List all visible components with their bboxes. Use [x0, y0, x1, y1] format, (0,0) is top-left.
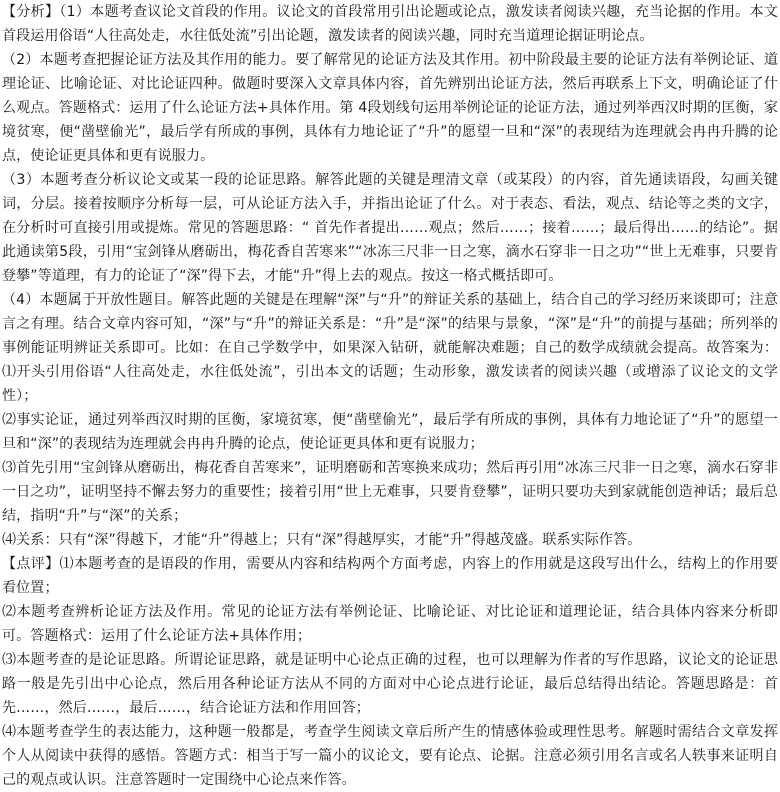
comment-4: ⑷本题考查学生的表达能力，这种题一般都是，考查学生阅读文章后所产生的情感体验或理性思考。解题时需结合文章发挥个人从阅读中获得的感悟。答题方式：相当于写一篇小的议论文，要有论点、论据。注意必须引用名言或名人轶事来证明自己的观点或认识。注意答题时一定围绕中心论点来作答。: [2, 724, 778, 788]
comment-3: ⑶本题考查的是论证思路。所谓论证思路，就是证明中心论点正确的过程，也可以理解为作者的写作思路，议论文的论证思路一般是先引出中心论点，然后用各种论证方法从不同的方面对中心论点进行论证，最后总结得出结论。答题思路是：首先……，然后……，最后……，结合论证方法和作用回答；: [2, 652, 778, 716]
answer-2: ⑵事实论证，通过列举西汉时期的匡衡，家境贫寒，便“凿壁偷光”，最后学有所成的事例，具体有力地论证了“升”的愿望一旦和“深”的表现结为连理就会冉冉升腾的论点，使论证更具体和更有说服力；: [2, 412, 778, 452]
answer-3: ⑶首先引用“宝剑锋从磨砺出，梅花香自苦寒来”，证明磨砺和苦寒换来成功；然后再引用“冰冻三尺非一日之寒，滴水石穿非一日之功”，证明坚持不懈去努力的重要性；接着引用“世上无难事，只要肯登攀”，证明只要功夫到家就能创造神话；最后总结，指明“升”与“深”的关系；: [2, 460, 778, 524]
analysis-part-4: （4）本题属于开放性题目。解答此题的关键是在理解“深”与“升”的辩证关系的基础上，结合自己的学习经历来谈即可；注意言之有理。结合文章内容可知，“深”与“升”的辩证关系是：“升”是“深”的结果与景象，“深”是“升”的前提与基础；所列举的事例能证明辨证关系即可。比如：在自己学数学中，如果深入钻研，就能解决难题；自己的数学成绩就会提高。故答案为：⑴开头引用俗语“人往高处走，水往低处流”，引出本文的话题；生动形象，激发读者的阅读兴趣（或增添了议论文的文学性）；: [2, 292, 778, 404]
answer-4: ⑷关系：只有“深”得越下，才能“升”得越上；只有“深”得越厚实，才能“升”得越茂盛。联系实际作答。: [2, 532, 642, 548]
analysis-part-1: 【分析】（1）本题考查议论文首段的作用。议论文的首段常用引出论题或论点，激发读者阅读兴趣，充当论据的作用。本文首段运用俗语“人往高处走，水往低处流”引出论题，激发读者的阅读兴趣，同时充当道理论据证明论点。: [2, 4, 778, 44]
comment-1: 【点评】⑴本题考查的是语段的作用，需要从内容和结构两个方面考虑，内容上的作用就是这段写出什么，结构上的作用要看位置；: [2, 556, 778, 596]
analysis-part-3: （3）本题考查分析议论文或某一段的论证思路。解答此题的关键是理清文章（或某段）的内容，首先通读语段，勾画关键词，分层。接着按顺序分析每一层，可从论证方法入手，并指出论证了什么。对于表态、看法，观点、结论等之类的文字，在分析时可直接引用或提炼。常见的答题思路：“ 首先作者提出……观点；然后……；接着……；最后得出……的结论”。据此通读第5段，引用“宝剑锋从磨砺出，梅花香自苦寒来”“冰冻三尺非一日之寒，滴水石穿非一日之功”“世上无难事，只要肯登攀”等道理，有力的论证了“深”得下去，才能“升”得上去的观点。按这一格式概括即可。: [2, 172, 778, 284]
analysis-part-2: （2）本题考查把握论证方法及其作用的能力。要了解常见的论证方法及其作用。初中阶段最主要的论证方法有举例论证、道理论证、比喻论证、对比论证四种。做题时要深入文章具体内容，首先辨别出论证方法，然后再联系上下文，明确论证了什么观点。答题格式：运用了什么论证方法+具体作用。第 4段划线句运用举例论证的论证方法，通过列举西汉时期的匡衡，家境贫寒，便“凿壁偷光”，最后学有所成的事例，具体有力地论证了“升”的愿望一旦和“深”的表现结为连理就会冉冉升腾的论点，使论证更具体和更有说服力。: [2, 52, 778, 164]
comment-2: ⑵本题考查辨析论证方法及作用。常见的论证方法有举例论证、比喻论证、对比论证和道理论证，结合具体内容来分析即可。答题格式：运用了什么论证方法+具体作用；: [2, 604, 778, 644]
